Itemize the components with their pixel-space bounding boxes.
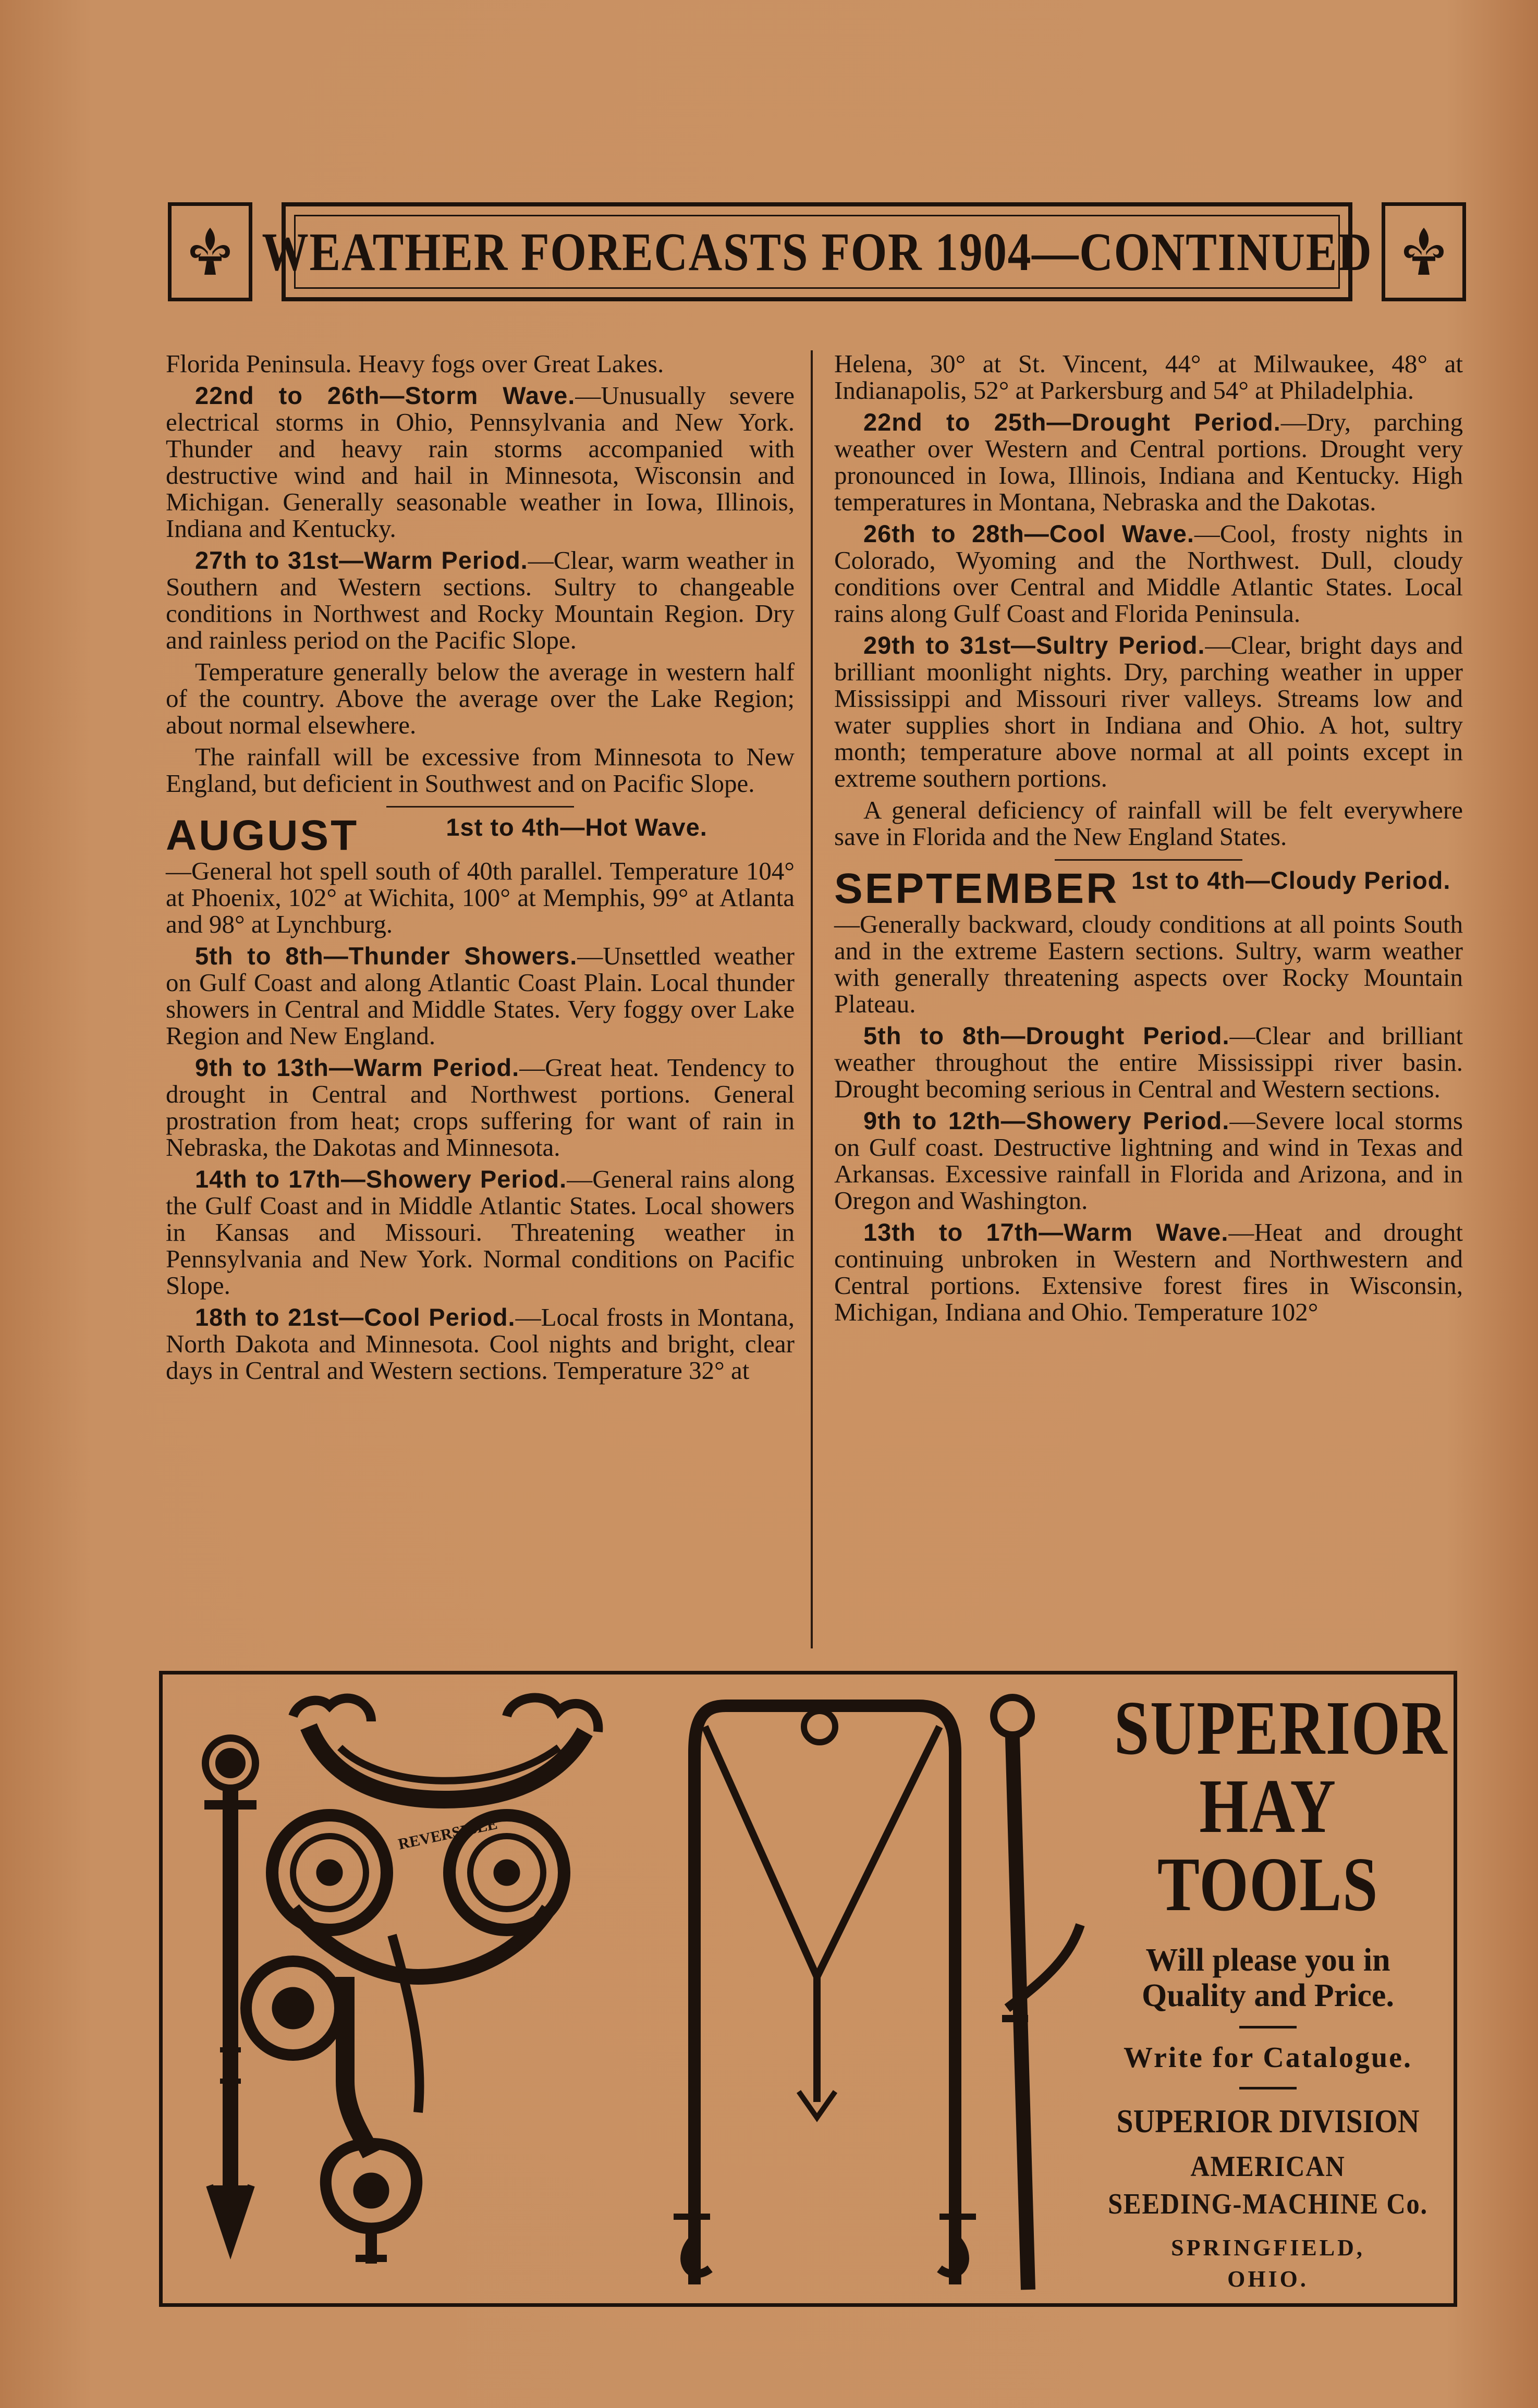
month-title: SEPTEMBER bbox=[834, 865, 1119, 912]
entry-text: —Cool, frosty nights in Colorado, Wyoming and the Northwest. Dull, cloudy conditions over Central and Middle Atlantic States. Local rains along Gulf Coast and Florida Peninsula. bbox=[834, 519, 1463, 628]
entry-heading: 13th to 17th—Warm Wave. bbox=[863, 1218, 1229, 1246]
grapple-hook-icon bbox=[674, 1706, 976, 2284]
entry-text: —Severe local storms on Gulf coast. Destructive lightning and wind in Texas and Arkansas. Excessive rainfall in Florida and Arizona, and in Oregon and Washington. bbox=[834, 1106, 1463, 1215]
entry-text: —Great heat. Tendency to drought in Central and Northwest portions. General prostration from heat; crops suffering for want of rain in Nebraska, the Dakotas and Minnesota. bbox=[166, 1053, 795, 1162]
entry-text: —Unusually severe electrical storms in Ohio, Pennsylvania and New York. Thunder and heavy rain storms accompanied with destructive wind and hail in Minnesota, Wisconsin and Michigan. Generally seasonable weather in Iowa, Illinois, Indiana and Kentucky. bbox=[166, 381, 795, 543]
right-column bbox=[834, 350, 1463, 1330]
forecast-entry bbox=[166, 382, 795, 542]
ad-headline-line: SUPERIOR bbox=[1114, 1685, 1448, 1771]
carrier-label: REVERSIBLE bbox=[396, 1815, 499, 1853]
ad-headline-line: TOOLS bbox=[1157, 1842, 1379, 1927]
column-divider bbox=[811, 350, 813, 1648]
section-divider bbox=[386, 806, 574, 808]
forecast-entry bbox=[834, 520, 1463, 627]
forecast-entry bbox=[834, 1107, 1463, 1214]
left-intro: Florida Peninsula. Heavy fogs over Great Lakes. bbox=[166, 349, 664, 378]
ad-division: SUPERIOR DIVISION bbox=[1116, 2103, 1420, 2140]
ad-location-line: SPRINGFIELD, bbox=[1171, 2235, 1365, 2260]
entry-text: —Local frosts in Montana, North Dakota and Minnesota. Cool nights and bright, clear days in Central and Western sections. Temperature 32° at bbox=[166, 1303, 795, 1385]
ad-tagline-line: Quality and Price. bbox=[1142, 1978, 1394, 2013]
month-lead bbox=[1119, 867, 1463, 894]
entry-text: —Generally backward, cloudy conditions at all points South and in the extreme Eastern sections. Sultry, warm weather with generally threatening aspects over Rocky Mountain Plateau. bbox=[834, 910, 1463, 1018]
summary-paragraph: The rainfall will be excessive from Minnesota to New England, but deficient in Southwest and on Pacific Slope. bbox=[166, 742, 795, 798]
entry-text: —Clear, warm weather in Southern and Western sections. Sultry to changeable conditions in Northwest and Rocky Mountain Region. Dry and rainless period on the Pacific Slope. bbox=[166, 546, 795, 654]
month-lead bbox=[359, 814, 795, 840]
ad-location-line: OHIO. bbox=[1227, 2266, 1309, 2292]
ad-company-line: SEEDING-MACHINE Co. bbox=[1108, 2188, 1428, 2220]
forecast-entry bbox=[166, 1166, 795, 1299]
entry-text: —Unsettled weather on Gulf Coast and along Atlantic Coast Plain. Local thunder showers in Central and Middle States. Very foggy over Lake Region and New England. bbox=[166, 942, 795, 1050]
entry-heading: 18th to 21st—Cool Period. bbox=[195, 1303, 516, 1331]
ad-call-to-action: Write for Catalogue. bbox=[1123, 2042, 1413, 2074]
ad-copy bbox=[1080, 1674, 1456, 2300]
entry-heading: 5th to 8th—Thunder Showers. bbox=[195, 942, 578, 970]
ad-headline-line: HAY bbox=[1199, 1764, 1337, 1849]
fleur-emblem-left bbox=[168, 202, 252, 301]
forecast-entry bbox=[834, 1022, 1463, 1102]
page-title-box bbox=[261, 202, 1373, 301]
entry-text: —Clear and brilliant weather throughout the entire Mississippi river basin. Drought becoming serious in Central and Western sections. bbox=[834, 1021, 1463, 1103]
entry-text: —Heat and drought continuing unbroken in Western and Northwestern and Central portions. Extensive forest fires in Wisconsin, Michigan, Indiana and Ohio. Temperature 102° bbox=[834, 1218, 1463, 1326]
entry-text: —General hot spell south of 40th parallel. Temperature 104° at Phoenix, 102° at Wichita, 100° at Memphis, 99° at Atlanta and 98° at Lynchburg. bbox=[166, 857, 795, 938]
ad-divider bbox=[1239, 2026, 1297, 2028]
hay-tools-advertisement bbox=[159, 1671, 1457, 2307]
entry-heading: 1st to 4th—Cloudy Period. bbox=[1131, 866, 1451, 894]
hay-tools-illustration bbox=[173, 1685, 1091, 2295]
entry-heading: 9th to 12th—Showery Period. bbox=[863, 1107, 1230, 1134]
ad-divider bbox=[1239, 2087, 1297, 2089]
summary-paragraph: Temperature generally below the average in western half of the country. Above the average over the Lake Region; about normal elsewhere. bbox=[166, 657, 795, 739]
fleur-de-lis-icon bbox=[181, 223, 239, 280]
forecast-entry bbox=[166, 547, 795, 653]
forecast-entry bbox=[166, 1054, 795, 1160]
hay-knife-icon bbox=[994, 1697, 1080, 2290]
hay-carrier-icon bbox=[246, 1698, 598, 2264]
entry-heading: 14th to 17th—Showery Period. bbox=[195, 1165, 567, 1193]
ad-tagline-line: Will please you in bbox=[1145, 1942, 1390, 1978]
forecast-entry bbox=[166, 1304, 795, 1384]
entry-heading: 1st to 4th—Hot Wave. bbox=[446, 813, 707, 841]
entry-text: —General rains along the Gulf Coast and in Middle Atlantic States. Local showers in Kansas and Missouri. Threatening weather in Pennsylvania and New York. Normal conditions on Pacific Slope. bbox=[166, 1165, 795, 1300]
forecast-entry bbox=[834, 632, 1463, 791]
entry-text: —Clear, bright days and brilliant moonlight nights. Dry, parching weather in upper Mississippi and Missouri river valleys. Streams low and water supplies short in Indiana and Ohio. A hot, sultry month; temperature above normal at all points except in extreme southern portions. bbox=[834, 631, 1463, 792]
summary-paragraph: A general deficiency of rainfall will be felt everywhere save in Florida and the New England States. bbox=[834, 796, 1463, 851]
entry-heading: 22nd to 25th—Drought Period. bbox=[863, 408, 1281, 436]
entry-heading: 26th to 28th—Cool Wave. bbox=[863, 520, 1194, 547]
entry-heading: 9th to 13th—Warm Period. bbox=[195, 1054, 520, 1081]
forecast-entry bbox=[834, 1219, 1463, 1325]
forecast-entry bbox=[166, 943, 795, 1049]
left-column bbox=[166, 350, 795, 1389]
right-intro: Helena, 30° at St. Vincent, 44° at Milwaukee, 48° at Indianapolis, 52° at Parkersburg and 54° at Philadelphia. bbox=[834, 349, 1463, 405]
month-header-august bbox=[166, 814, 795, 858]
page-title: WEATHER FORECASTS FOR 1904—CONTINUED bbox=[261, 222, 1373, 282]
entry-heading: 5th to 8th—Drought Period. bbox=[863, 1022, 1230, 1049]
entry-heading: 27th to 31st—Warm Period. bbox=[195, 546, 528, 574]
entry-heading: 22nd to 26th—Storm Wave. bbox=[195, 382, 576, 409]
fleur-de-lis-icon bbox=[1395, 223, 1452, 280]
forecast-entry bbox=[834, 409, 1463, 515]
fleur-emblem-right bbox=[1382, 202, 1466, 301]
month-title: AUGUST bbox=[166, 812, 359, 859]
section-divider bbox=[1055, 859, 1242, 861]
ad-company-line: AMERICAN bbox=[1190, 2150, 1346, 2183]
month-header-september bbox=[834, 867, 1463, 911]
entry-text: —Dry, parching weather over Western and Central portions. Drought very pronounced in Iowa, Illinois, Indiana and Kentucky. High temperatures in Montana, Nebraska and the Dakotas. bbox=[834, 408, 1463, 516]
entry-heading: 29th to 31st—Sultry Period. bbox=[863, 631, 1205, 659]
